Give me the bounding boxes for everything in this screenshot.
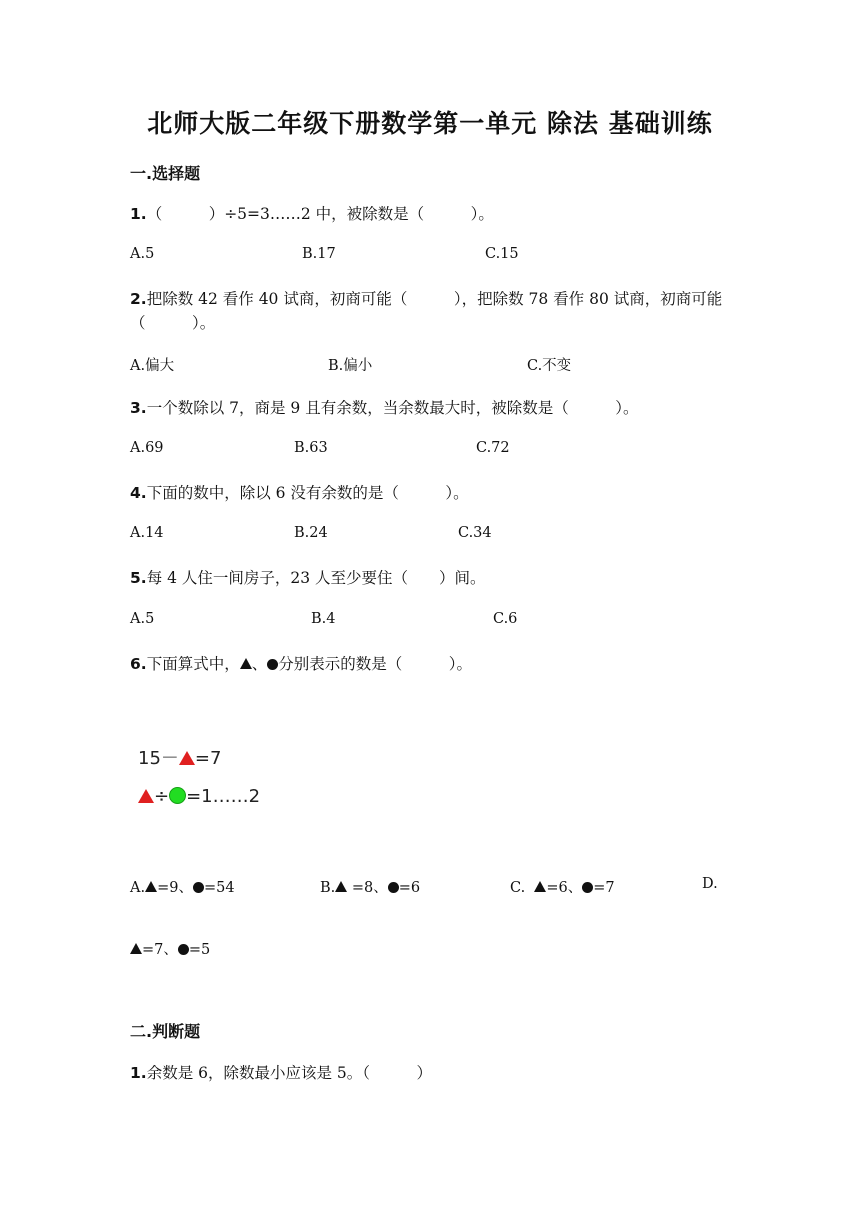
equation-text: 15－ <box>138 748 179 769</box>
option-a: A.5 <box>130 611 155 627</box>
option-c: C.不变 <box>527 358 572 374</box>
section-heading-judgement: 二.判断题 <box>130 1022 201 1041</box>
triangle-icon <box>130 943 142 954</box>
option-c: C.72 <box>476 440 510 456</box>
option-a: A.69 <box>130 440 164 456</box>
option-text: =9、 <box>157 880 193 896</box>
question-text: 一个数除以 7，商是 9 且有余数，当余数最大时，被除数是（ ）。 <box>146 399 639 417</box>
option-c <box>510 876 615 897</box>
question-4 <box>130 481 740 505</box>
option-b: B.17 <box>302 246 336 262</box>
red-triangle-icon <box>138 789 154 803</box>
triangle-icon <box>145 881 157 892</box>
option-a: A.14 <box>130 525 164 541</box>
equation-line-2 <box>138 786 260 807</box>
question-number: 2. <box>130 290 147 308</box>
question-number: 6. <box>130 655 147 673</box>
option-b: B.63 <box>294 440 328 456</box>
option-b <box>320 876 420 897</box>
question-6 <box>130 652 740 676</box>
separator-text: 、 <box>251 655 268 673</box>
option-label: C. <box>510 880 526 896</box>
option-c: C.34 <box>458 525 492 541</box>
question-5 <box>130 566 740 590</box>
equation-text: =1……2 <box>186 786 261 807</box>
option-label: A. <box>130 880 146 896</box>
question-3 <box>130 396 740 420</box>
option-text: =6 <box>398 880 421 896</box>
circle-icon <box>193 882 204 893</box>
triangle-icon <box>335 881 347 892</box>
section-heading-choice: 一.选择题 <box>130 164 201 183</box>
circle-icon <box>267 659 278 670</box>
equation-line-1 <box>138 744 221 770</box>
circle-icon <box>178 944 189 955</box>
option-text: =7、 <box>142 942 178 958</box>
triangle-icon <box>534 881 546 892</box>
triangle-icon <box>240 658 252 669</box>
question-2 <box>130 287 735 335</box>
equation-text: =7 <box>194 748 222 769</box>
judgement-1 <box>130 1061 740 1085</box>
question-text: 把除数 42 看作 40 试商，初商可能（ ），把除数 78 看作 80 试商，初商可能（ ）。 <box>130 290 723 332</box>
option-a: A.5 <box>130 246 155 262</box>
option-d-label: D. <box>702 876 718 892</box>
question-number: 1. <box>130 1064 147 1082</box>
circle-icon <box>388 882 399 893</box>
option-text: =6、 <box>546 880 583 896</box>
option-b: B.4 <box>311 611 336 627</box>
option-b: B.24 <box>294 525 328 541</box>
green-circle-icon <box>169 787 186 804</box>
option-a: A.偏大 <box>130 358 175 374</box>
option-c: C.6 <box>493 611 518 627</box>
question-number: 3. <box>130 399 147 417</box>
circle-icon <box>582 882 593 893</box>
red-triangle-icon <box>179 751 195 765</box>
equation-figure <box>138 742 298 816</box>
option-c: C.15 <box>485 246 519 262</box>
question-text: 每 4 人住一间房子，23 人至少要住（ ）间。 <box>146 569 486 587</box>
question-text: （ ）÷5=3……2 中，被除数是（ ）。 <box>146 205 494 223</box>
question-number: 1. <box>130 205 147 223</box>
option-a <box>130 876 235 897</box>
question-text: 下面的数中，除以 6 没有余数的是（ ）。 <box>146 484 469 502</box>
page-title: 北师大版二年级下册数学第一单元 除法 基础训练 <box>147 109 713 138</box>
question-1 <box>130 202 740 226</box>
question-text: 余数是 6，除数最小应该是 5。（ ） <box>146 1064 433 1082</box>
option-text: =54 <box>203 880 235 896</box>
question-text-tail: 分别表示的数是（ ）。 <box>278 655 472 673</box>
option-text: =7 <box>593 880 615 896</box>
question-number: 5. <box>130 569 147 587</box>
option-text: =8、 <box>347 880 388 896</box>
option-d <box>130 938 210 959</box>
option-text: =5 <box>188 942 211 958</box>
question-text: 下面算式中， <box>146 655 240 673</box>
equation-text: ÷ <box>154 786 170 807</box>
option-b: B.偏小 <box>328 358 373 374</box>
question-number: 4. <box>130 484 147 502</box>
option-label: B. <box>320 880 336 896</box>
